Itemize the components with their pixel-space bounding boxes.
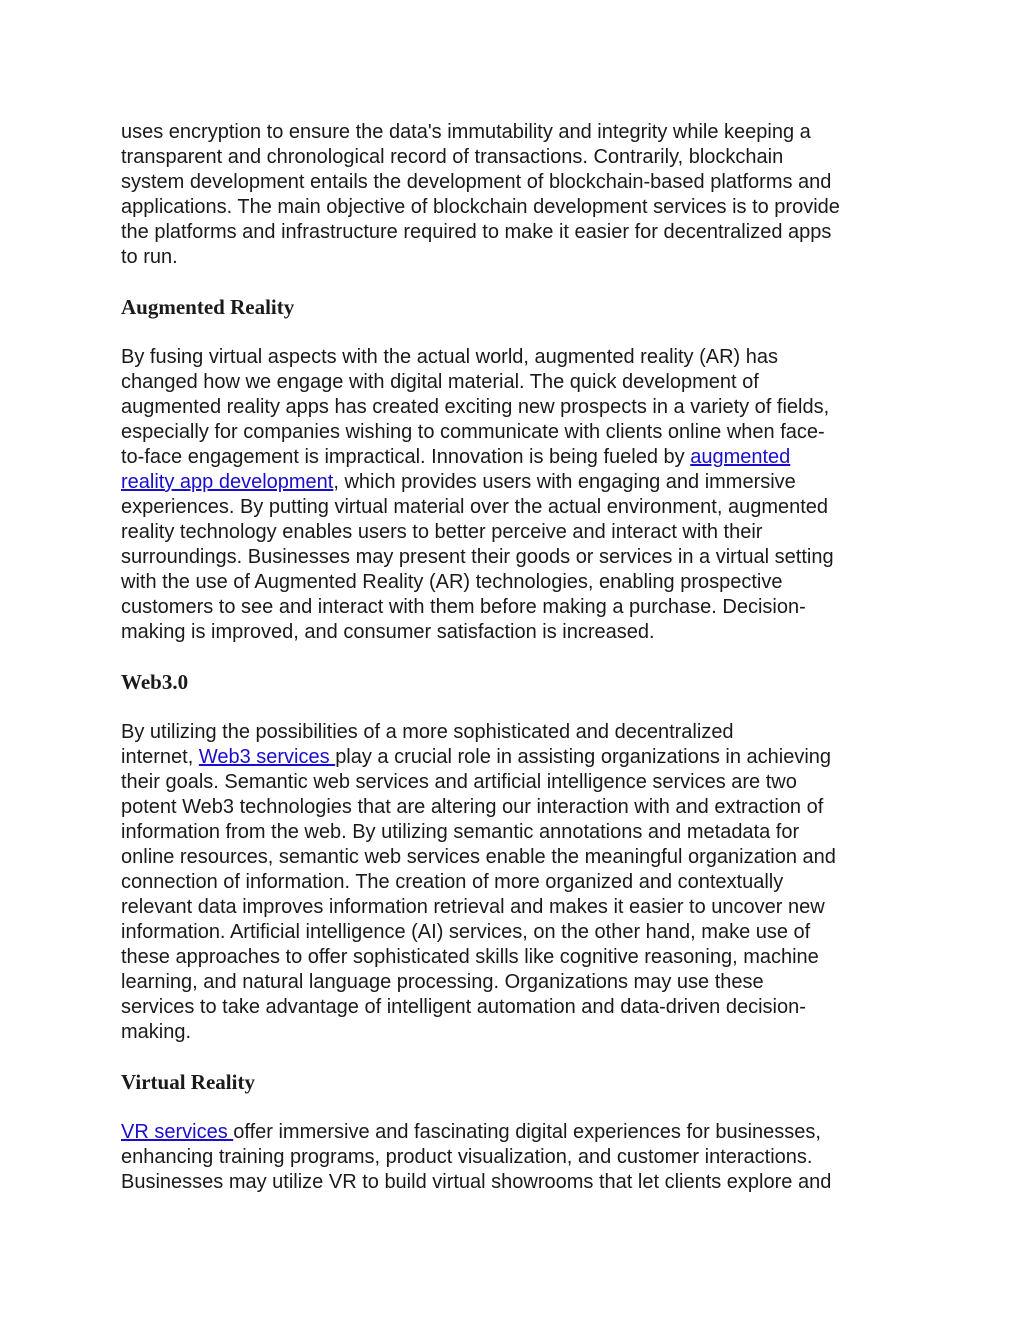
vr-paragraph	[121, 1120, 911, 1195]
web3-text-after: play a crucial role in assisting organizations in achieving their goals. Semantic web services and artificial intelligence services are two potent Web3 technologies that are altering our interaction with and extraction of information from the web. By utilizing semantic annotations and metadata for online resources, semantic web services enable the meaningful organization and connection of information. The creation of more organized and contextually relevant data improves information retrieval and makes it easier to uncover new information. Artificial intelligence (AI) services, on the other hand, make use of these approaches to offer sophisticated skills like cognitive reasoning, machine learning, and natural language processing. Organizations may use these services to take advantage of intelligent automation and data-driven decision- making.	[121, 746, 836, 1043]
web3-text-before: By utilizing the possibilities of a more sophisticated and decentralized internet,	[121, 721, 734, 768]
ar-app-development-link[interactable]: augmented reality app development	[121, 446, 791, 493]
web3-paragraph	[121, 720, 911, 1045]
web3-heading: Web3.0	[121, 670, 189, 694]
web3-services-link[interactable]: Web3 services	[198, 746, 336, 768]
ar-heading: Augmented Reality	[121, 295, 295, 319]
ar-text-after: , which provides users with engaging and immersive experiences. By putting virtual material over the actual environment, augmented reality technology enables users to better perceive and interact with their surroundings. Businesses may present their goods or services in a virtual setting with the use of Augmented Reality (AR) technologies, enabling prospective customers to see and interact with them before making a purchase. Decision- making is improved, and consumer satisfaction is increased.	[121, 471, 834, 643]
vr-heading: Virtual Reality	[121, 1070, 255, 1094]
vr-text-after: offer immersive and fascinating digital experiences for businesses, enhancing training programs, product visualization, and customer interactions. Businesses may utilize VR to build virtual showrooms that let clients explore and	[121, 1121, 832, 1193]
ar-paragraph	[121, 345, 911, 645]
ar-text-before: By fusing virtual aspects with the actual world, augmented reality (AR) has changed how we engage with digital material. The quick development of augmented reality apps has created exciting new prospects in a variety of fields, especially for companies wishing to communicate with clients online when face- to-face engagement is impractical. Innovation is being fueled by	[121, 346, 830, 468]
document-page	[121, 120, 911, 1195]
intro-paragraph: uses encryption to ensure the data's immutability and integrity while keeping a transparent and chronological record of transactions. Contrarily, blockchain system development entails the development of blockchain-based platforms and applications. The main objective of blockchain development services is to provide the platforms and infrastructure required to make it easier for decentralized apps to run.	[121, 121, 840, 268]
vr-services-link[interactable]: VR services	[121, 1121, 234, 1143]
